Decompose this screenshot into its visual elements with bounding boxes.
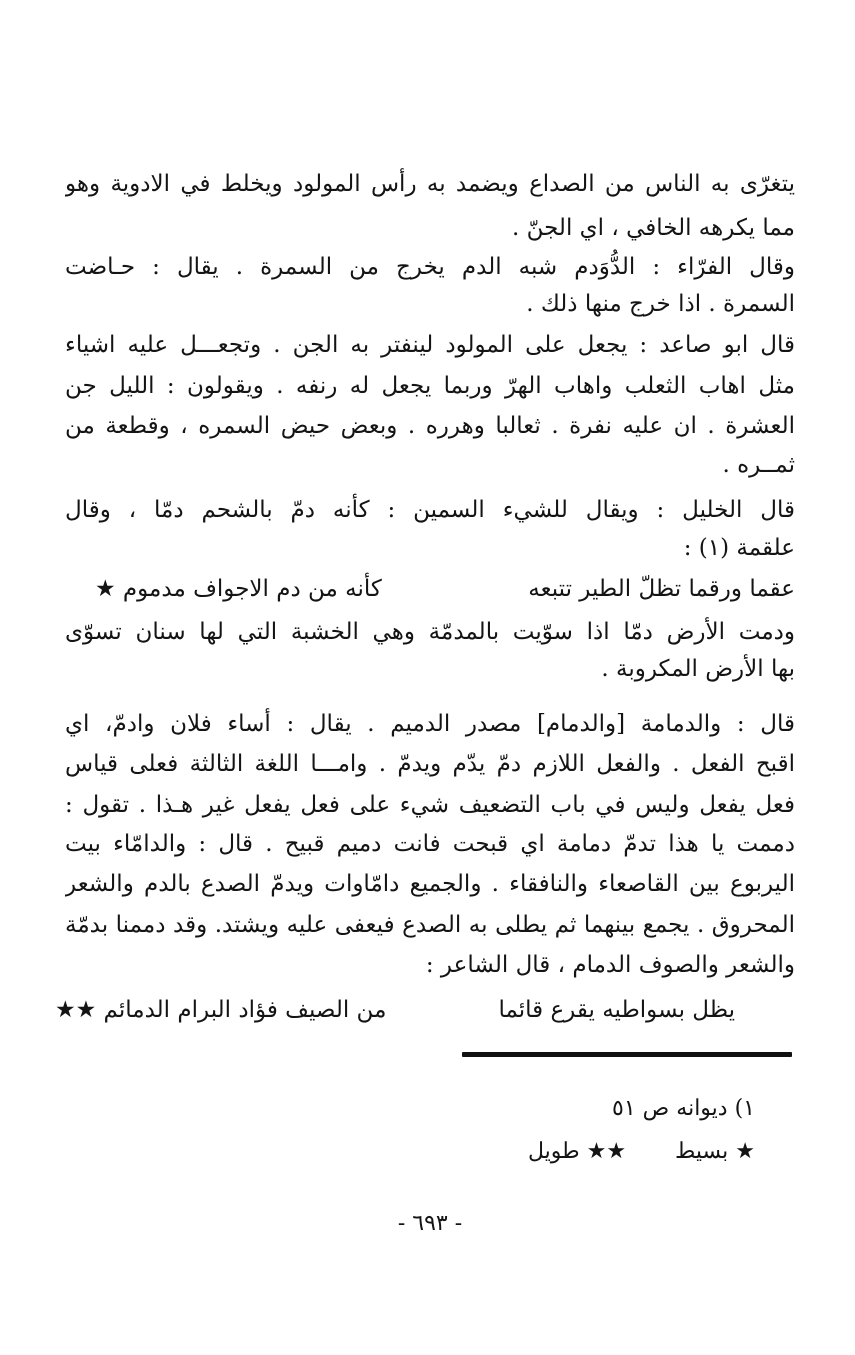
body-line: دممت يا هذا تدمّ دمامة اي قبحت فانت دميم قبيح . قال : والدامّاء بيت — [65, 831, 795, 857]
body-line: والشعر والصوف الدمام ، قال الشاعر : — [425, 952, 795, 978]
body-line: قال ابو صاعد : يجعل على المولود لينفتر به الجن . وتجعـــل عليه اشياء — [65, 332, 795, 358]
body-line: مثل اهاب الثعلب واهاب الهرّ وربما يجعل له رنفه . ويقولون : الليل جن — [65, 373, 795, 399]
verse-second-hemistich: من الصيف فؤاد البرام الدمائم ★★ — [55, 997, 387, 1023]
verse-first-hemistich: عقما ورقما تظلّ الطير تتبعه — [528, 576, 795, 602]
body-line: اقبح الفعل . والفعل اللازم دمّ يدّم ويدمّ . وامـــا اللغة الثالثة فعلى قياس — [65, 751, 795, 777]
body-line: علقمة (١) : — [683, 535, 795, 561]
body-line: فعل يفعل وليس في باب التضعيف شيء على فعل يفعل غير هـذا . تقول : — [65, 792, 795, 818]
verse-second-hemistich: كأنه من دم الاجواف مدموم ★ — [95, 576, 382, 602]
body-line: ثمــره . — [722, 452, 795, 478]
body-line: اليربوع بين القاصعاء والنافقاء . والجميع دامّاوات ويدمّ الصدع بالدم والشعر — [65, 871, 795, 897]
body-line: وقال الفرّاء : الدُّوَدم شبه الدم يخرج من السمرة . يقال : حـاضت — [65, 254, 795, 280]
footnote-divider — [462, 1052, 792, 1057]
body-line: قال الخليل : ويقال للشيء السمين : كأنه دمّ بالشحم دمّا ، وقال — [65, 497, 795, 523]
body-line: العشرة . ان عليه نفرة . ثعالبا وهرره . وبعض حيض السمره ، وقطعة من — [65, 413, 795, 439]
body-line: السمرة . اذا خرج منها ذلك . — [526, 291, 795, 317]
footnote-meter-key: ★ بسيط ★★ طويل — [527, 1139, 755, 1164]
body-line: مما يكرهه الخافي ، اي الجنّ . — [511, 215, 795, 241]
body-line: ودمت الأرض دمّا اذا سوّيت بالمدمّة وهي الخشبة التي لها سنان تسوّى — [65, 619, 795, 645]
verse-line — [55, 988, 735, 1032]
body-line: قال : والدمامة [والدمام] مصدر الدميم . يقال : أساء فلان وادمّ، اي — [65, 711, 795, 737]
verse-line — [95, 567, 795, 611]
page-number: - ٦٩٣ - — [397, 1211, 463, 1236]
body-line: يتغرّى به الناس من الصداع ويضمد به رأس المولود ويخلط في الادوية وهو — [65, 171, 795, 197]
body-line: المحروق . يجمع بينهما ثم يطلى به الصدع فيعفى عليه ويشتد. وقد دممنا بدمّة — [65, 912, 795, 938]
footnote: ١) ديوانه ص ٥١ — [612, 1096, 755, 1121]
verse-first-hemistich: يظل بسواطيه يقرع قائما — [498, 997, 735, 1023]
body-line: بها الأرض المكروبة . — [601, 656, 795, 682]
